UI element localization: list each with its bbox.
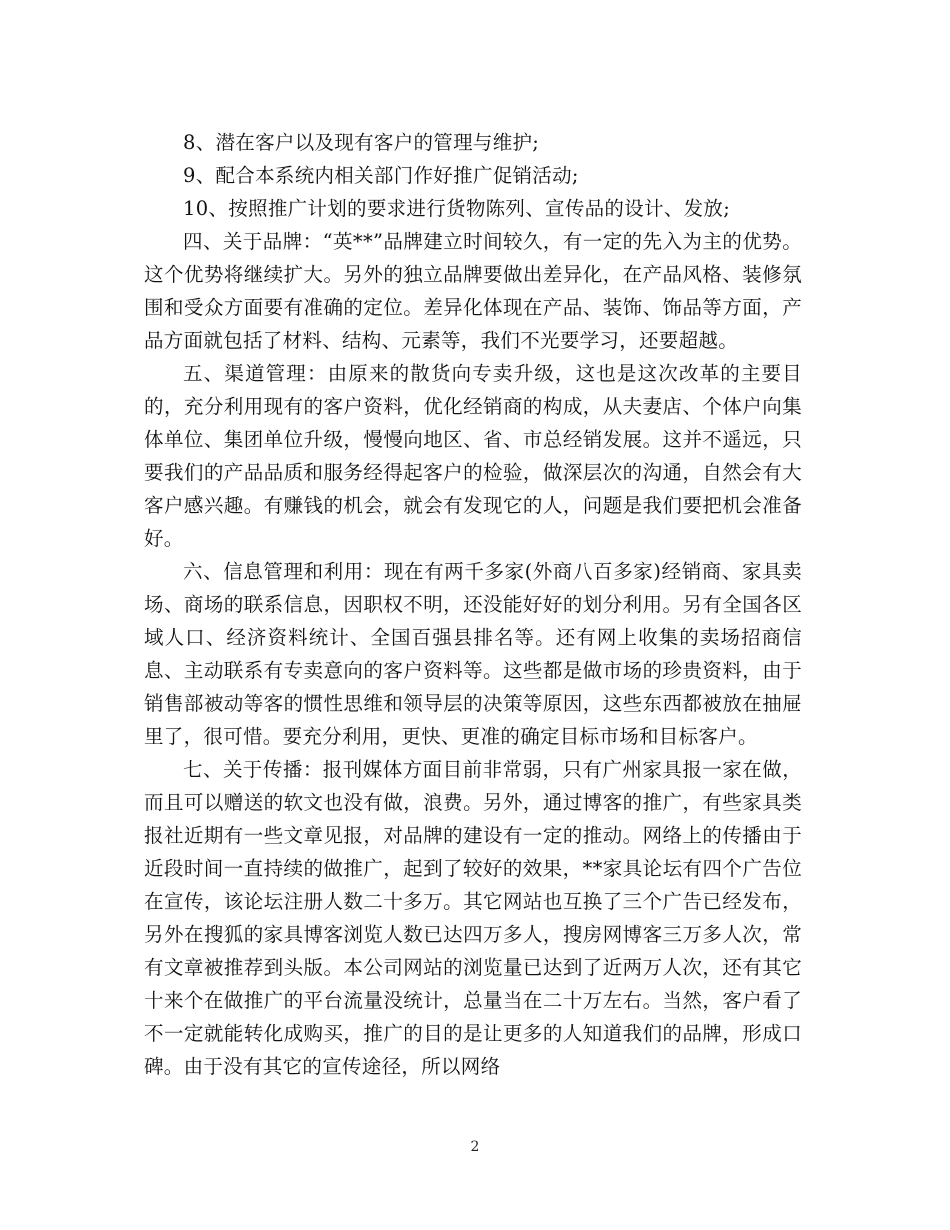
list-item-9: 9、配合本系统内相关部门作好推广促销活动; bbox=[183, 164, 579, 187]
page-number: 2 bbox=[470, 1139, 480, 1155]
list-item-10: 10、按照推广计划的要求进行货物陈列、宣传品的设计、发放; bbox=[183, 197, 731, 220]
paragraph-communication: 七、关于传播：报刊媒体方面目前非常弱，只有广州家具报一家在做，而且可以赠送的软文也没有做，浪费。另外，通过博客的推广，有些家具类报社近期有一些文章见报，对品牌的建设有一定的推动。网络上的传播由于近段时间一直持续的做推广，起到了较好的效果，**家具论坛有四个广告位在宣传，该论坛注册人数二十多万。其它网站也互换了三个广告已经发布，另外在搜狐的家具博客浏览人数已达四万多人，搜房网博客三万多人次，常有文章被推荐到头版。本公司网站的浏览量已达到了近两万人次，还有其它十来个在做推广的平台流量没统计，总量当在二十万左右。当然，客户看了不一定就能转化成购买，推广的目的是让更多的人知道我们的品牌，形成口碑。由于没有其它的宣传途径，所以网络 bbox=[144, 758, 802, 1078]
paragraph-channel-management: 五、渠道管理：由原来的散货向专卖升级，这也是这次改革的主要目的，充分利用现有的客户资料，优化经销商的构成，从夫妻店、个体户向集体单位、集团单位升级，慢慢向地区、省、市总经销发展。这并不遥远，只要我们的产品品质和服务经得起客户的检验，做深层次的沟通，自然会有大客户感兴趣。有赚钱的机会，就会有发现它的人，问题是我们要把机会准备好。 bbox=[144, 362, 802, 550]
paragraph-brand: 四、关于品牌：“英**”品牌建立时间较久，有一定的先入为主的优势。这个优势将继续扩大。另外的独立品牌要做出差异化，在产品风格、装修氛围和受众方面要有准确的定位。差异化体现在产品、装饰、饰品等方面，产品方面就包括了材料、结构、元素等，我们不光要学习，还要超越。 bbox=[144, 230, 802, 352]
paragraph-information-management: 六、信息管理和利用：现在有两千多家(外商八百多家)经销商、家具卖场、商场的联系信息，因职权不明，还没能好好的划分利用。另有全国各区域人口、经济资料统计、全国百强县排名等。还有网上收集的卖场招商信息、主动联系有专卖意向的客户资料等。这些都是做市场的珍贵资料，由于销售部被动等客的惯性思维和领导层的决策等原因，这些东西都被放在抽屉里了，很可惜。要充分利用，更快、更准的确定目标市场和目标客户。 bbox=[144, 560, 802, 748]
document-body bbox=[144, 126, 802, 1083]
list-item-8: 8、潜在客户以及现有客户的管理与维护; bbox=[183, 131, 540, 154]
